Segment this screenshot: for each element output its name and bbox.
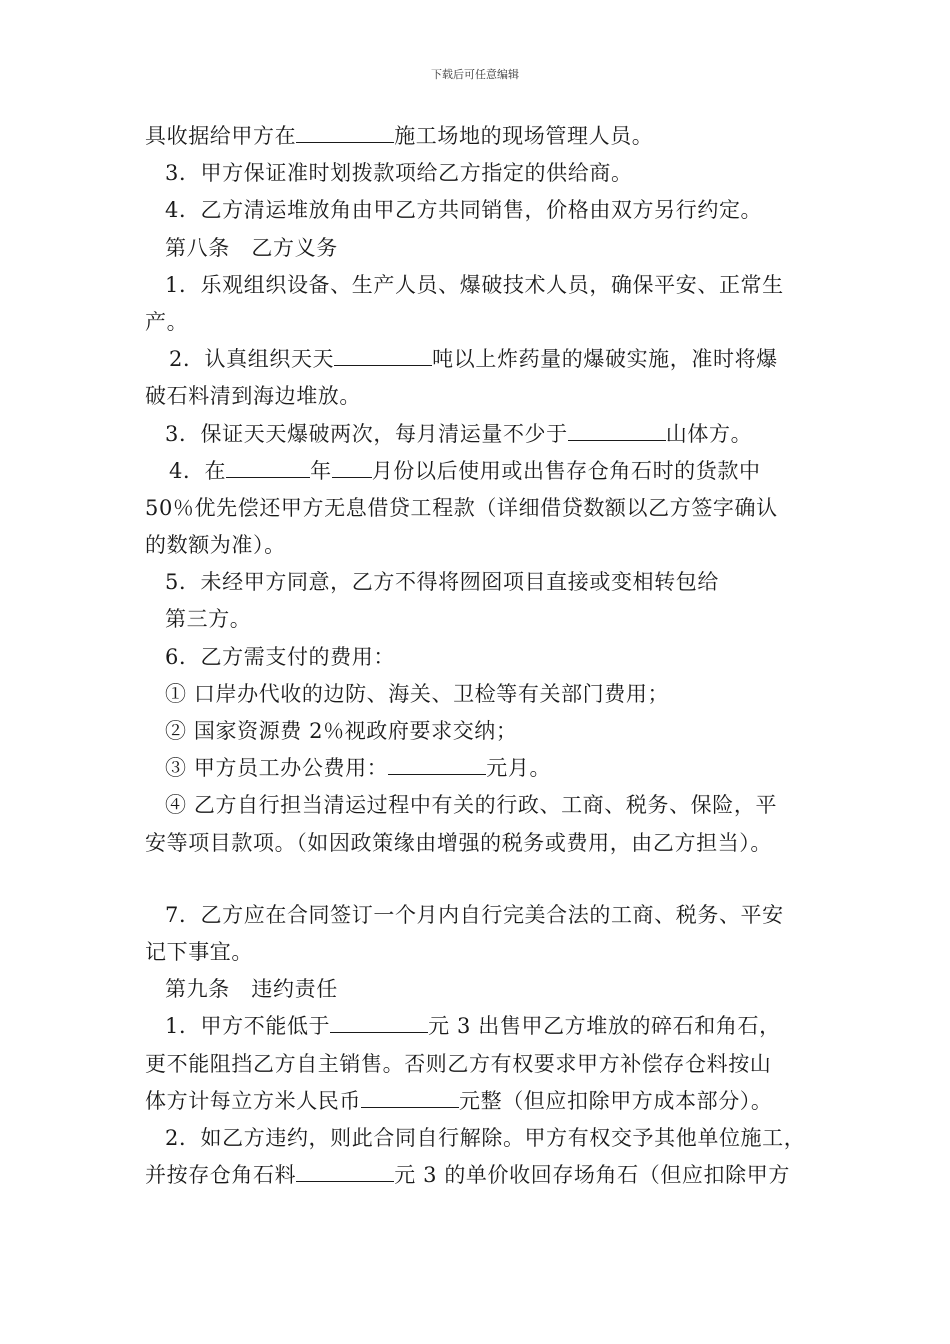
text-line: 2．认真组织天天 吨以上炸药量的爆破实施，准时将爆: [169, 347, 778, 372]
text-line: 破石料清到海边堆放。: [145, 384, 361, 409]
text-line: 5．未经甲方同意，乙方不得将囫囵项目直接或变相转包给: [165, 570, 719, 595]
text-line: ① 口岸办代收的边防、海关、卫检等有关部门费用；: [165, 681, 670, 706]
text-line: 1．甲方不能低于 元 3 出售甲乙方堆放的碎石和角石，: [165, 1014, 781, 1039]
text-line: 4．在 年 月份以后使用或出售存仓角石时的货款中: [169, 458, 761, 483]
section-heading-article-9: 第九条 违约责任: [165, 977, 338, 1002]
text-line: 4．乙方清运堆放角由甲乙方共同销售，价格由双方另行约定。: [165, 198, 763, 223]
text-line: 记下事宜。: [145, 939, 253, 964]
blank-field: [296, 1162, 394, 1182]
paragraph-gap: [145, 862, 825, 897]
text-line: 50％优先偿还甲方无息借贷工程款（详细借贷数额以乙方签字确认: [145, 495, 778, 520]
blank-field: [330, 1013, 428, 1033]
text-line: 产。: [145, 309, 189, 334]
text-line: ② 国家资源费 2％视政府要求交纳；: [165, 719, 518, 743]
blank-field: [296, 123, 394, 143]
text-line: 6．乙方需支付的费用：: [165, 644, 395, 669]
page-header-note: 下载后可任意编辑: [431, 68, 519, 81]
blank-field: [334, 346, 432, 366]
text-line: 体方计每立方米人民币 元整（但应扣除甲方成本部分）。: [145, 1088, 773, 1113]
blank-field: [332, 458, 372, 478]
text-line: 的数额为准）。: [145, 533, 286, 558]
blank-field: [226, 458, 310, 478]
text-line: 7．乙方应在合同签订一个月内自行完美合法的工商、税务、平安: [165, 902, 784, 927]
text-line: 3．甲方保证准时划拨款项给乙方指定的供给商。: [165, 161, 633, 186]
text-line: ④ 乙方自行担当清运过程中有关的行政、工商、税务、保险，平: [165, 793, 778, 818]
section-heading-article-8: 第八条 乙方义务: [165, 235, 338, 260]
contract-body: [145, 118, 825, 1194]
text-line: 安等项目款项。（如因政策缘由增强的税务或费用，由乙方担当）。: [145, 830, 772, 855]
text-line: 3．保证天天爆破两次，每月清运量不少于 山体方。: [165, 421, 753, 446]
text-line: 并按存仓角石料 元 3 的单价收回存场角石（但应扣除甲方: [145, 1163, 790, 1188]
blank-field: [568, 421, 666, 441]
text-line: 第三方。: [165, 607, 252, 632]
text-line: 1．乐观组织设备、生产人员、爆破技术人员，确保平安、正常生: [165, 272, 784, 297]
text-line: 2．如乙方违约，则此合同自行解除。甲方有权交予其他单位施工，: [165, 1125, 806, 1150]
text-line: ③ 甲方员工办公费用： 元月。: [165, 756, 552, 781]
blank-field: [388, 755, 486, 775]
text-line: 更不能阻挡乙方自主销售。否则乙方有权要求甲方补偿存仓料按山: [145, 1051, 772, 1076]
blank-field: [361, 1088, 459, 1108]
text-line: 具收据给甲方在 施工场地的现场管理人员。: [145, 124, 654, 148]
